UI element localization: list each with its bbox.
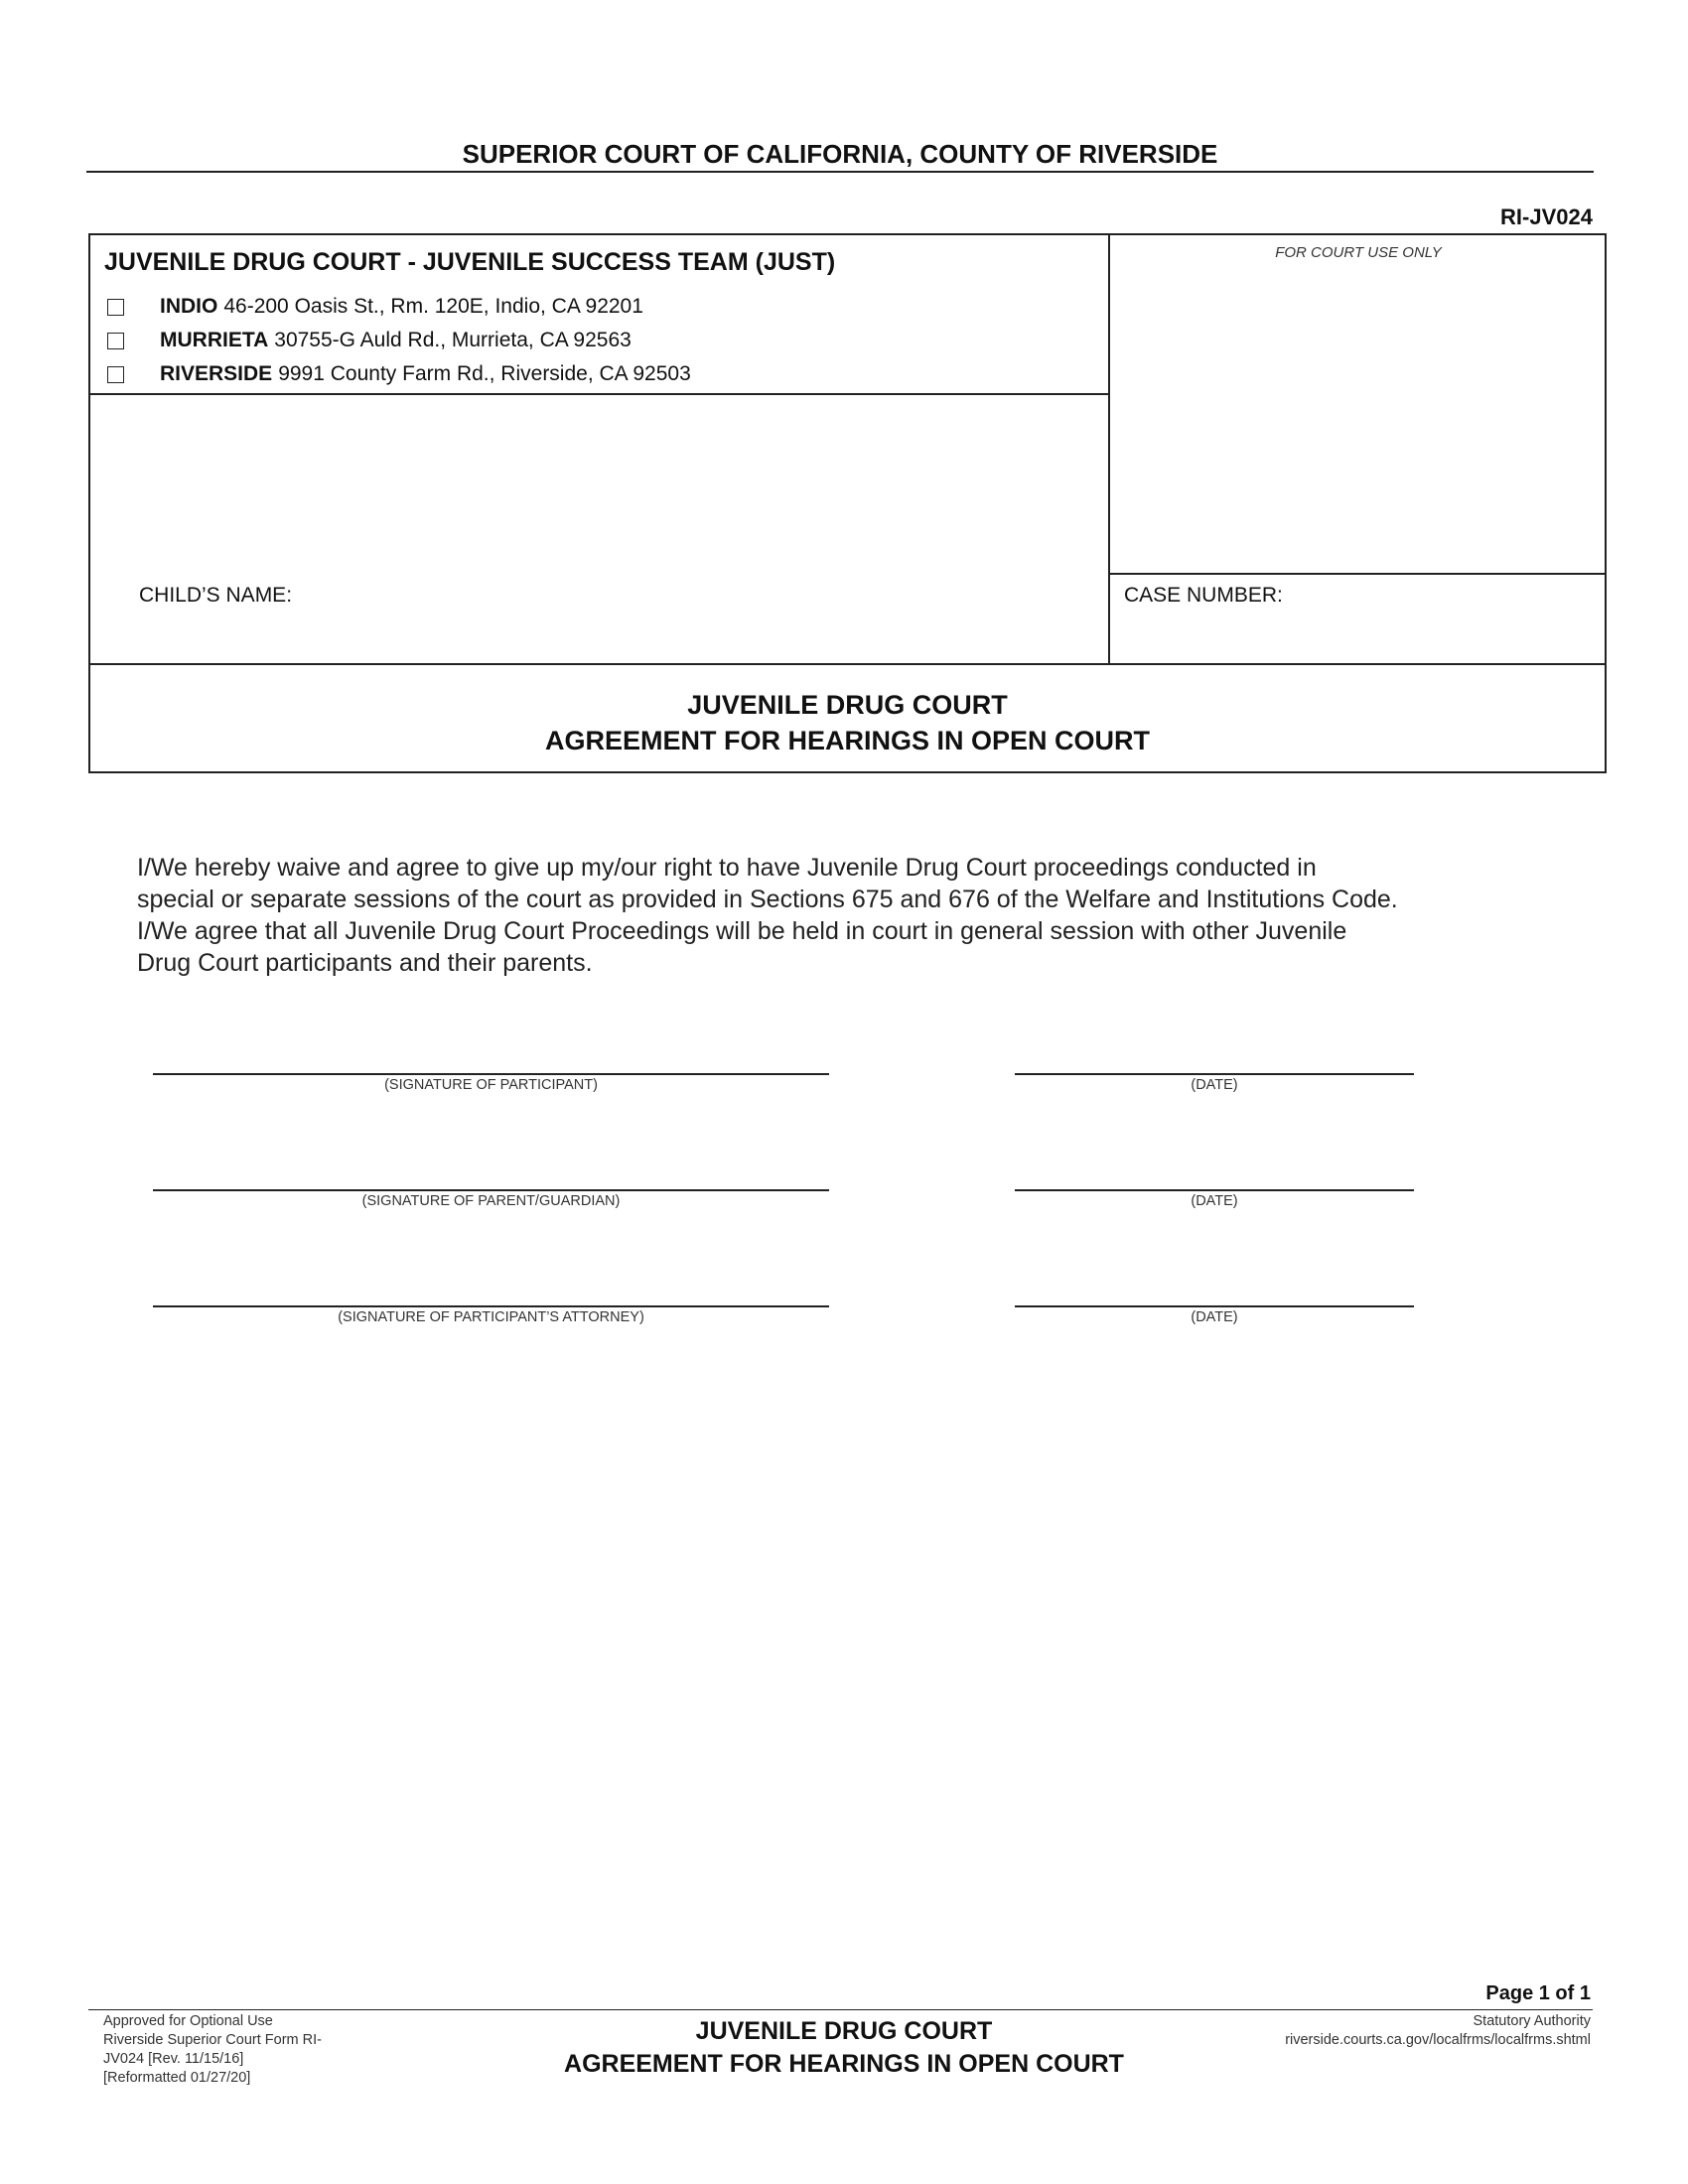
caption-court-divider bbox=[88, 393, 1109, 395]
location-address: 46-200 Oasis St., Rm. 120E, Indio, CA 92201 bbox=[223, 295, 643, 318]
footer-divider bbox=[88, 2009, 1593, 2010]
participant-signature-label: (SIGNATURE OF PARTICIPANT) bbox=[384, 1077, 598, 1093]
location-name: RIVERSIDE bbox=[160, 362, 273, 385]
waiver-line: I/We agree that all Juvenile Drug Court Proceedings will be held in court in general session with other Juvenile bbox=[137, 917, 1347, 945]
header-divider bbox=[86, 171, 1594, 173]
attorney-signature-line[interactable] bbox=[153, 1305, 829, 1307]
location-name: INDIO bbox=[160, 295, 218, 318]
footer-title-line-1: JUVENILE DRUG COURT bbox=[695, 2017, 993, 2045]
waiver-paragraph bbox=[137, 852, 1567, 979]
waiver-line: special or separate sessions of the court as provided in Sections 675 and 676 of the Welfare and Institutions Code. bbox=[137, 886, 1398, 913]
location-option-indio[interactable] bbox=[107, 295, 643, 319]
footer-left-line: Riverside Superior Court Form RI- bbox=[103, 2032, 322, 2048]
footer-title bbox=[477, 2015, 1211, 2081]
waiver-line: I/We hereby waive and agree to give up my/our right to have Juvenile Drug Court proceedings conducted in bbox=[137, 854, 1317, 882]
footer-right-line-2: riverside.courts.ca.gov/localfrms/localfrms.shtml bbox=[1285, 2032, 1591, 2048]
court-use-label: FOR COURT USE ONLY bbox=[1275, 244, 1442, 261]
location-name: MURRIETA bbox=[160, 329, 269, 351]
parent-date-label: (DATE) bbox=[1191, 1193, 1238, 1209]
footer-left-line: JV024 [Rev. 11/15/16] bbox=[103, 2051, 244, 2067]
waiver-line: Drug Court participants and their parents. bbox=[137, 949, 593, 977]
location-option-riverside[interactable] bbox=[107, 362, 691, 386]
title-divider bbox=[88, 663, 1607, 665]
attorney-signature-label: (SIGNATURE OF PARTICIPANT’S ATTORNEY) bbox=[338, 1309, 644, 1325]
attorney-date-line[interactable] bbox=[1015, 1305, 1414, 1307]
footer-statutory-info bbox=[1285, 2012, 1591, 2050]
footer-title-line-2: AGREEMENT FOR HEARINGS IN OPEN COURT bbox=[564, 2050, 1124, 2078]
program-title: JUVENILE DRUG COURT - JUVENILE SUCCESS TEAM (JUST) bbox=[104, 248, 836, 276]
footer-left-line: Approved for Optional Use bbox=[103, 2013, 273, 2029]
parent-signature-label: (SIGNATURE OF PARENT/GUARDIAN) bbox=[361, 1193, 621, 1209]
document-title-line-2: AGREEMENT FOR HEARINGS IN OPEN COURT bbox=[544, 726, 1151, 755]
footer-approval-info bbox=[103, 2012, 371, 2088]
attorney-date-label: (DATE) bbox=[1191, 1309, 1238, 1325]
location-address: 9991 County Farm Rd., Riverside, CA 92503 bbox=[278, 362, 691, 385]
document-title-line-1: JUVENILE DRUG COURT bbox=[687, 690, 1008, 720]
court-use-divider bbox=[1108, 573, 1607, 575]
location-checkbox-indio[interactable] bbox=[107, 299, 124, 316]
caption-vertical-divider bbox=[1108, 233, 1110, 664]
document-title bbox=[88, 687, 1607, 758]
child-name-label: CHILD’S NAME: bbox=[139, 584, 293, 607]
location-option-murrieta[interactable] bbox=[107, 329, 632, 352]
location-address: 30755-G Auld Rd., Murrieta, CA 92563 bbox=[274, 329, 632, 351]
page-number: Page 1 of 1 bbox=[1485, 1982, 1591, 2004]
participant-signature-line[interactable] bbox=[153, 1073, 829, 1075]
location-checkbox-riverside[interactable] bbox=[107, 366, 124, 383]
location-checkbox-murrieta[interactable] bbox=[107, 333, 124, 349]
parent-date-line[interactable] bbox=[1015, 1189, 1414, 1191]
case-number-label: CASE NUMBER: bbox=[1124, 584, 1283, 607]
court-name: SUPERIOR COURT OF CALIFORNIA, COUNTY OF RIVERSIDE bbox=[462, 139, 1218, 169]
footer-left-line: [Reformatted 01/27/20] bbox=[103, 2070, 251, 2086]
form-id: RI-JV024 bbox=[1500, 205, 1593, 229]
footer-right-line-1: Statutory Authority bbox=[1473, 2013, 1591, 2029]
participant-date-line[interactable] bbox=[1015, 1073, 1414, 1075]
participant-date-label: (DATE) bbox=[1191, 1077, 1238, 1093]
parent-signature-line[interactable] bbox=[153, 1189, 829, 1191]
